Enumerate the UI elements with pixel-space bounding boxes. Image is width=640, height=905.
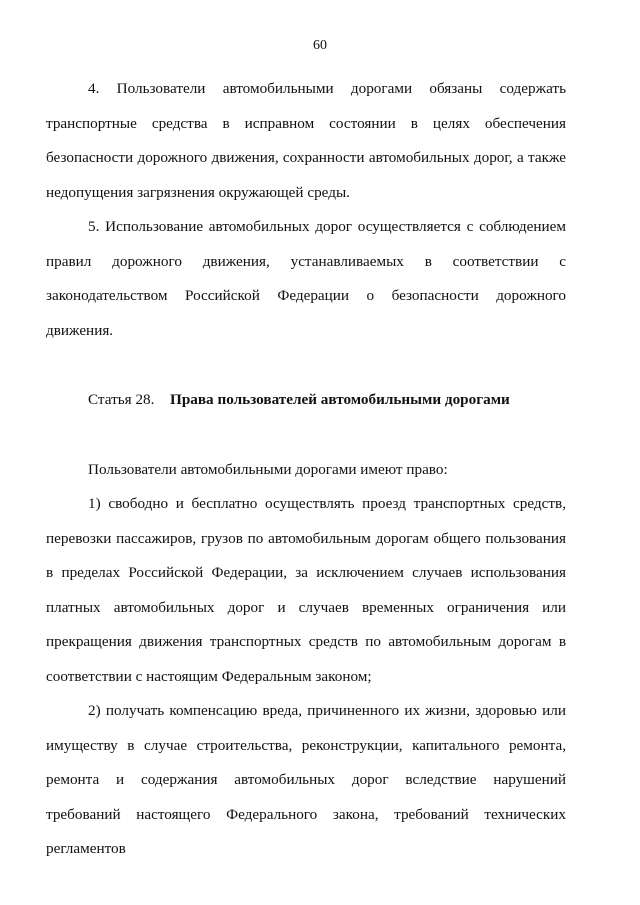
paragraph-intro: Пользователи автомобильными дорогами имеют право: xyxy=(88,460,448,478)
paragraph-item-4: 4. Пользователи автомобильными дорогами обязаны содержать транспортные средства в исправном состоянии в целях обеспечения безопасности дорожного движения, сохранности автомобильных дорог, а также недопущения загрязнения окружающей среды. xyxy=(46,80,566,201)
article-title: Права пользователей автомобильными дорогами xyxy=(170,391,510,408)
document-body xyxy=(46,72,566,867)
paragraph-right-1: 1) свободно и бесплатно осуществлять проезд транспортных средств, перевозки пассажиров, грузов по автомобильным дорогам общего пользования в пределах Российской Федерации, за исключением случаев использования платных автомобильных дорог и случаев временных ограничения или прекращения движения транспортных средств по автомобильным дорогам в соответствии с настоящим Федеральным законом; xyxy=(46,495,566,685)
article-number: Статья 28. xyxy=(88,391,155,408)
section-gap xyxy=(46,418,566,453)
article-heading xyxy=(46,383,566,418)
section-gap xyxy=(46,348,566,383)
paragraph-item-5: 5. Использование автомобильных дорог осуществляется с соблюдением правил дорожного движения, устанавливаемых в соответствии с законодательством Российской Федерации о безопасности дорожного движения. xyxy=(46,218,566,339)
page-number: 60 xyxy=(313,38,327,53)
paragraph-right-2: 2) получать компенсацию вреда, причиненного их жизни, здоровью или имуществу в случае строительства, реконструкции, капитального ремонта, ремонта и содержания автомобильных дорог вследствие нарушений требований настоящего Федерального закона, требований технических регламентов xyxy=(46,702,566,857)
